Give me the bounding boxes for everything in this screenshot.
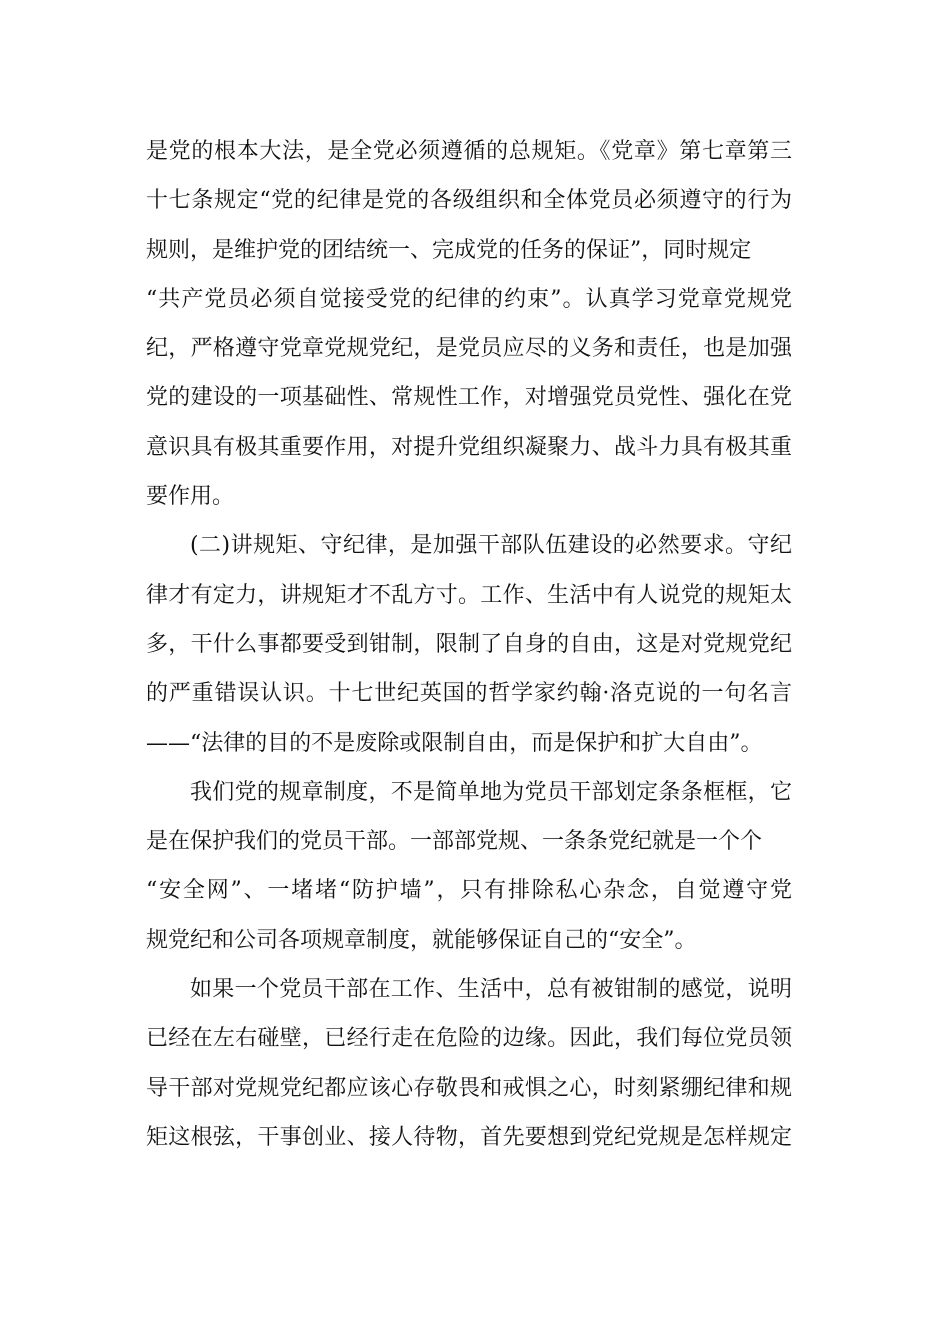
- text-line: 是在保护我们的党员干部。一部部党规、一条条党纪就是一个个: [146, 829, 763, 855]
- text-line: 要作用。: [146, 484, 235, 510]
- text-line: 意识具有极其重要作用，对提升党组织凝聚力、战斗力具有极其重: [146, 434, 792, 460]
- text-line: 已经在左右碰壁，已经行走在危险的边缘。因此，我们每位党员领: [146, 1026, 792, 1052]
- text-line: 十七条规定“党的纪律是党的各级组织和全体党员必须遵守的行为: [146, 188, 792, 214]
- text-line: 纪，严格遵守党章党规党纪，是党员应尽的义务和责任，也是加强: [146, 336, 792, 362]
- text-line: 矩这根弦，干事创业、接人待物，首先要想到党纪党规是怎样规定: [146, 1124, 792, 1150]
- text-line: (二)讲规矩、守纪律，是加强干部队伍建设的必然要求。守纪: [190, 533, 792, 559]
- text-line: 多，干什么事都要受到钳制，限制了自身的自由，这是对党规党纪: [146, 631, 792, 657]
- text-line: “共产党员必须自觉接受党的纪律的约束”。认真学习党章党规党: [146, 286, 792, 312]
- text-line: ——“法律的目的不是废除或限制自由，而是保护和扩大自由”。: [146, 730, 763, 756]
- body-text: [146, 127, 806, 1162]
- text-line: 律才有定力，讲规矩才不乱方寸。工作、生活中有人说党的规矩太: [146, 582, 792, 608]
- text-line: 是党的根本大法，是全党必须遵循的总规矩。《党章》第七章第三: [146, 139, 792, 164]
- text-line: 党的建设的一项基础性、常规性工作，对增强党员党性、强化在党: [146, 385, 792, 411]
- text-line: 规党纪和公司各项规章制度，就能够保证自己的“安全”。: [146, 927, 697, 953]
- text-line: 导干部对党规党纪都应该心存敬畏和戒惧之心，时刻紧绷纪律和规: [146, 1075, 792, 1101]
- text-line: 如果一个党员干部在工作、生活中，总有被钳制的感觉，说明: [190, 977, 792, 1003]
- text-line: 规则，是维护党的团结统一、完成党的任务的保证”，同时规定: [146, 237, 752, 263]
- text-line: 的严重错误认识。十七世纪英国的哲学家约翰·洛克说的一句名言: [146, 681, 792, 707]
- text-line: “安全网”、一堵堵“防护墙”，只有排除私心杂念，自觉遵守党: [146, 878, 792, 904]
- text-line: 我们党的规章制度，不是简单地为党员干部划定条条框框，它: [190, 779, 792, 805]
